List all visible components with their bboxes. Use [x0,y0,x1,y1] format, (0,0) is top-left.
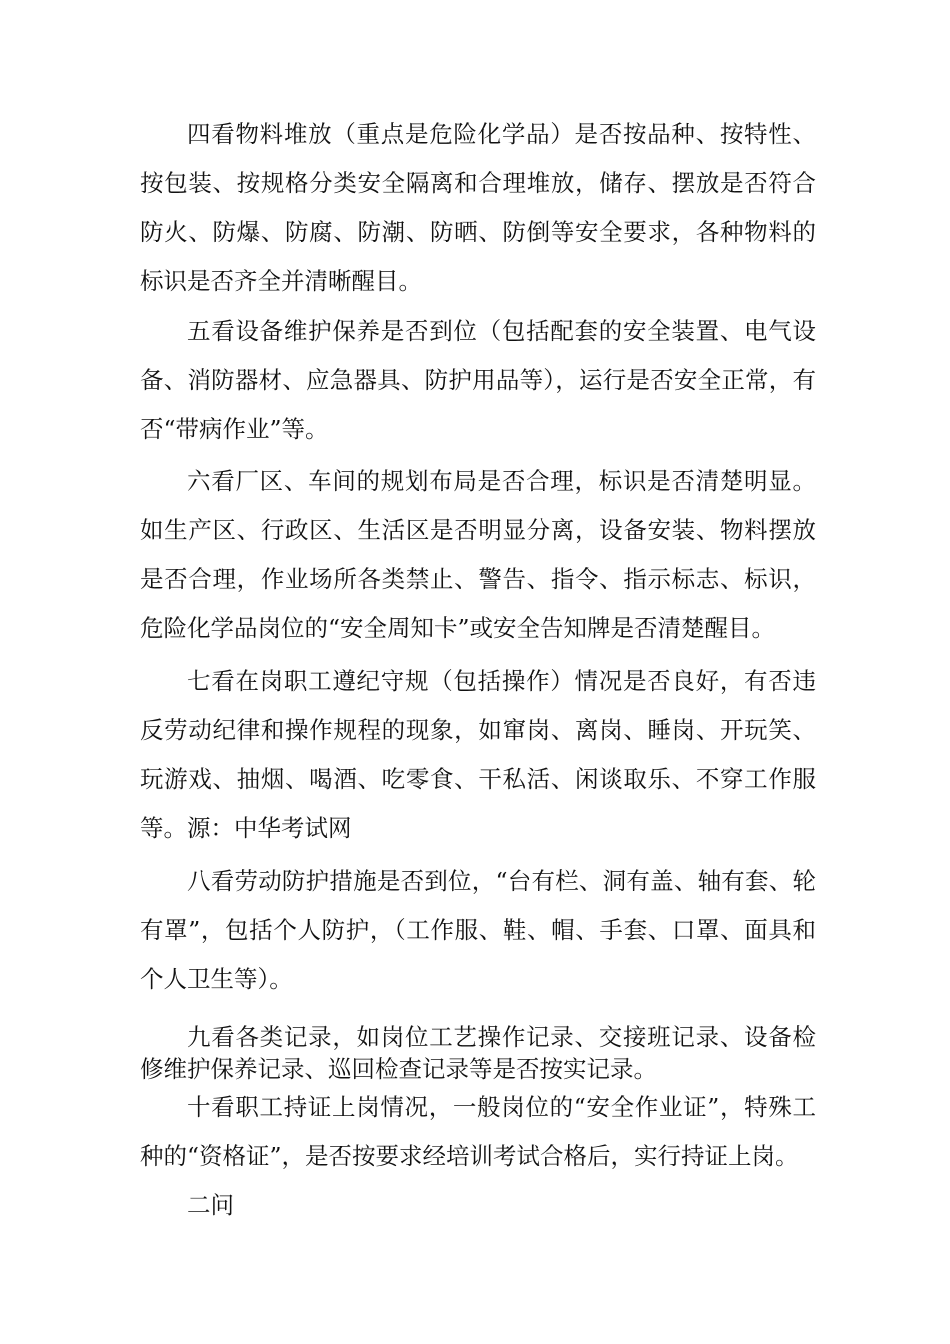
paragraph-equipment-maintenance: 五看设备维护保养是否到位（包括配套的安全装置、电气设备、消防器材、应急器具、防护用品等），运行是否安全正常，有否“带病作业”等。 [140,317,816,443]
paragraph-employee-discipline: 七看在岗职工遵纪守规（包括操作）情况是否良好，有否违反劳动纪律和操作规程的现象，如窜岗、离岗、睡岗、开玩笑、玩游戏、抽烟、喝酒、吃零食、干私活、闲谈取乐、不穿工作服等。源：中华考试网 [140,667,816,842]
paragraph-plant-layout: 六看厂区、车间的规划布局是否合理，标识是否清楚明显。如生产区、行政区、生活区是否明显分离，设备安装、物料摆放是否合理，作业场所各类禁止、警告、指令、指示标志、标识，危险化学品岗位的“安全周知卡”或安全告知牌是否清楚醒目。 [140,467,816,642]
paragraph-records: 九看各类记录，如岗位工艺操作记录、交接班记录、设备检修维护保养记录、巡回检查记录等是否按实记录。 [140,1023,816,1083]
paragraph-certification: 十看职工持证上岗情况，一般岗位的“安全作业证”，特殊工种的“资格证”，是否按要求经培训考试合格后，实行持证上岗。 [140,1093,816,1170]
paragraph-labor-protection: 八看劳动防护措施是否到位，“台有栏、洞有盖、轴有套、轮有罩”，包括个人防护，（工作服、鞋、帽、手套、口罩、面具和个人卫生等）。 [140,867,816,993]
section-heading-two-ask: 二问 [187,1191,234,1219]
paragraph-material-storage: 四看物料堆放（重点是危险化学品）是否按品种、按特性、按包装、按规格分类安全隔离和合理堆放，储存、摆放是否符合防火、防爆、防腐、防潮、防晒、防倒等安全要求，各种物料的标识是否齐全并清晰醒目。 [140,120,816,295]
